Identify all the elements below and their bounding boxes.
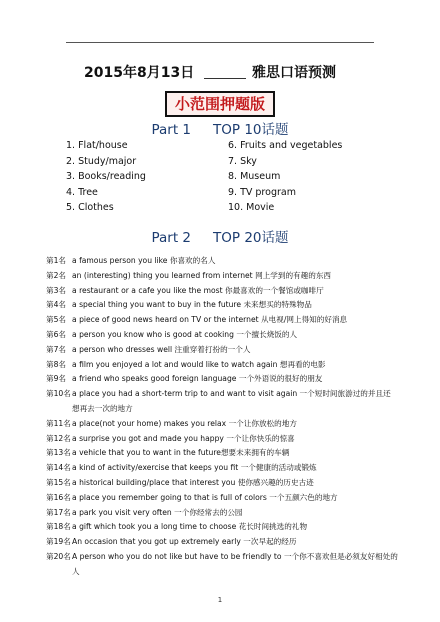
part2-topic bbox=[46, 298, 398, 313]
topic-text: a place you had a short-term trip to and want to visit again 一个短时间旅游过的并且还想再去一次的地方 bbox=[72, 389, 391, 413]
part2-heading bbox=[0, 226, 440, 246]
topic-text: An occasion that you got up extremely early 一次早起的经历 bbox=[72, 537, 297, 547]
part1-topic: 3. Books/reading bbox=[66, 171, 146, 182]
title-date: 2015年8月13日 bbox=[84, 65, 195, 81]
subtitle-box: 小范围押题版 bbox=[165, 91, 275, 117]
topic-rank: 第15名 bbox=[46, 477, 71, 487]
part2-topic bbox=[46, 550, 398, 580]
topic-rank: 第9名 bbox=[46, 374, 67, 384]
part2-topic bbox=[46, 491, 398, 506]
part2-topic bbox=[46, 476, 398, 491]
part2-topic bbox=[46, 520, 398, 535]
part1-label: Part 1 bbox=[151, 122, 192, 138]
part1-topic: 5. Clothes bbox=[66, 202, 114, 213]
topic-text: a place you remember going to that is full of colors 一个五颜六色的地方 bbox=[72, 492, 338, 502]
part1-topic: 6. Fruits and vegetables bbox=[228, 140, 343, 151]
part2-heading-text: TOP 20话题 bbox=[213, 230, 289, 246]
topic-rank: 第1名 bbox=[46, 256, 67, 265]
part1-topic: 8. Museum bbox=[228, 171, 281, 182]
part2-topic bbox=[46, 328, 398, 343]
topic-text: a gift which took you a long time to choose 花长时间挑选的礼物 bbox=[72, 522, 308, 532]
topic-text: a place(not your home) makes you relax 一个让你放松的地方 bbox=[72, 418, 297, 428]
part2-topic bbox=[46, 269, 398, 284]
part2-topic bbox=[46, 387, 398, 417]
part2-topic bbox=[46, 461, 398, 476]
part1-topic: 7. Sky bbox=[228, 155, 257, 167]
topic-text: a kind of activity/exercise that keeps you fit 一个健康的活动或锻炼 bbox=[72, 463, 317, 473]
document-title bbox=[0, 62, 440, 82]
part2-topic bbox=[46, 432, 398, 447]
title-main: 雅思口语预测 bbox=[252, 65, 336, 81]
topic-rank: 第11名 bbox=[46, 418, 71, 428]
topic-text: a film you enjoyed a lot and would like to watch again 想再看的电影 bbox=[72, 359, 326, 369]
topic-text: a piece of good news heard on TV or the internet 从电视/网上得知的好消息 bbox=[72, 315, 348, 325]
part2-topic bbox=[46, 417, 398, 432]
topic-text: a restaurant or a cafe you like the most 你最喜欢的一个餐馆或咖啡厅 bbox=[72, 285, 324, 295]
part1-heading-text: TOP 10话题 bbox=[213, 122, 289, 138]
topic-rank: 第10名 bbox=[46, 389, 71, 399]
part2-topic-list bbox=[46, 254, 398, 580]
topic-text: a park you visit very often 一个你经常去的公园 bbox=[72, 507, 243, 517]
part2-topic bbox=[46, 446, 398, 461]
topic-rank: 第14名 bbox=[46, 463, 71, 473]
topic-text: an (interesting) thing you learned from internet 网上学到的有趣的东西 bbox=[72, 270, 332, 280]
part2-topic bbox=[46, 358, 398, 373]
page-number: 1 bbox=[217, 596, 223, 604]
topic-rank: 第12名 bbox=[46, 433, 71, 443]
topic-rank: 第7名 bbox=[46, 344, 67, 354]
part2-topic bbox=[46, 535, 398, 550]
part2-topic bbox=[46, 284, 398, 299]
topic-text: a historical building/place that interest you 使你感兴趣的历史古迹 bbox=[72, 477, 314, 487]
topic-rank: 第3名 bbox=[46, 285, 67, 295]
topic-text: a surprise you got and made you happy 一个让你快乐的惊喜 bbox=[72, 433, 295, 443]
topic-rank: 第20名 bbox=[46, 551, 71, 561]
part1-topic: 9. TV program bbox=[228, 186, 296, 198]
part1-topic: 10. Movie bbox=[228, 202, 275, 213]
topic-rank: 第19名 bbox=[46, 537, 71, 547]
part2-label: Part 2 bbox=[151, 230, 192, 246]
topic-rank: 第8名 bbox=[46, 359, 67, 369]
topic-text: a vehicle that you to want in the future想要未来拥有的车辆 bbox=[72, 448, 290, 458]
part1-topic: 1. Flat/house bbox=[66, 140, 128, 151]
topic-text: a person who dresses well 注重穿着打扮的一个人 bbox=[72, 344, 251, 354]
part2-topic bbox=[46, 372, 398, 387]
topic-text: a friend who speaks good foreign language 一个外语说的很好的朋友 bbox=[72, 374, 323, 384]
topic-rank: 第6名 bbox=[46, 329, 67, 339]
topic-rank: 第13名 bbox=[46, 448, 71, 458]
part1-topic: 4. Tree bbox=[66, 186, 98, 198]
part1-heading bbox=[0, 118, 440, 138]
topic-text: a person you know who is good at cooking 一个擅长烧饭的人 bbox=[72, 329, 298, 339]
part1-topic: 2. Study/major bbox=[66, 155, 137, 167]
topic-rank: 第5名 bbox=[46, 315, 67, 325]
part2-topic bbox=[46, 506, 398, 521]
topic-rank: 第18名 bbox=[46, 522, 71, 532]
top-rule bbox=[66, 42, 374, 43]
topic-text: A person who you do not like but have to be friendly to 一个你不喜欢但是必须友好相处的人 bbox=[72, 551, 398, 576]
topic-rank: 第4名 bbox=[46, 300, 67, 310]
topic-text: a famous person you like 你喜欢的名人 bbox=[72, 256, 216, 265]
part1-topic-list-right bbox=[228, 138, 342, 216]
part2-topic bbox=[46, 343, 398, 358]
part1-topic-list-left bbox=[66, 138, 146, 216]
part2-topic bbox=[46, 254, 398, 269]
topic-rank: 第16名 bbox=[46, 492, 71, 502]
part2-topic bbox=[46, 313, 398, 328]
topic-rank: 第17名 bbox=[46, 507, 71, 517]
title-blank-underline bbox=[204, 78, 246, 79]
topic-rank: 第2名 bbox=[46, 270, 67, 280]
topic-text: a special thing you want to buy in the future 未来想买的特殊物品 bbox=[72, 300, 312, 310]
